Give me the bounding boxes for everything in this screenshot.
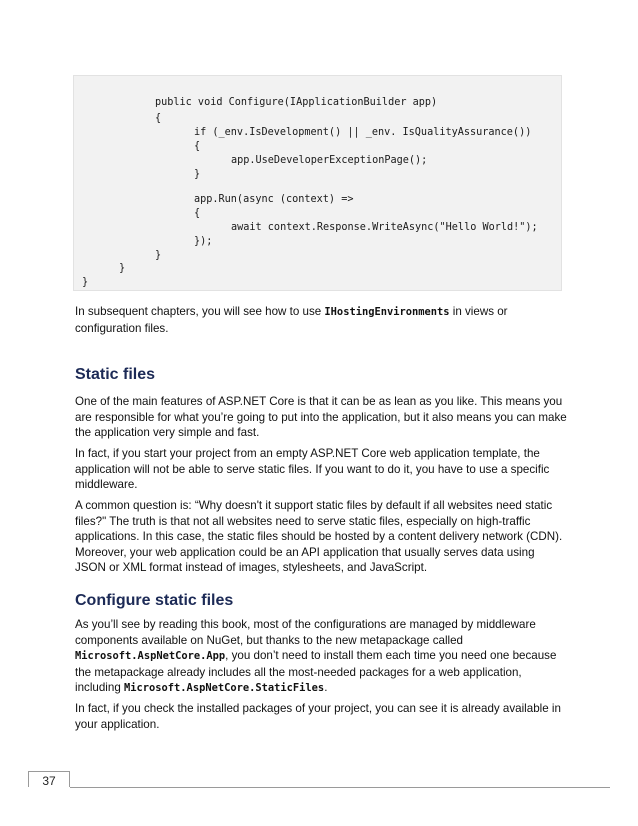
- inline-code: IHostingEnvironments: [324, 306, 450, 318]
- section-heading: Configure static files: [75, 592, 234, 609]
- code-line: }: [119, 263, 126, 274]
- paragraph-text: As you’ll see by reading this book, most of the configurations are managed by middleware components available on NuGet, but thanks to the new metapackage called: [75, 618, 536, 647]
- page-number: 37: [42, 774, 56, 788]
- paragraph: In fact, if you start your project from an empty ASP.NET Core web application template, the application will not be able to serve static files. If you want to do it, you have to use a specific middleware.: [75, 447, 550, 491]
- inline-code: Microsoft.AspNetCore.App: [75, 650, 226, 662]
- paragraph: In fact, if you check the installed packages of your project, you can see it is already available in your application.: [75, 702, 561, 731]
- code-line: app.Run(async (context) =>: [194, 194, 354, 205]
- code-line: }: [194, 169, 201, 180]
- code-line: await context.Response.WriteAsync("Hello World!");: [231, 222, 538, 233]
- paragraph-text: , you don’t need to install them each time you need one because the metapackage already includes all the most-needed packages for a web application, including: [75, 649, 557, 694]
- intro-text: In subsequent chapters, you will see how to use: [75, 305, 325, 318]
- code-line: {: [155, 113, 162, 124]
- paragraph-text: .: [324, 681, 328, 694]
- intro-text: in views or configuration files.: [75, 305, 508, 335]
- inline-code: Microsoft.AspNetCore.StaticFiles: [124, 682, 325, 694]
- code-line: if (_env.IsDevelopment() || _env. IsQualityAssurance()): [194, 127, 532, 138]
- code-line: });: [194, 236, 213, 247]
- section-heading: Static files: [75, 366, 156, 383]
- code-line: {: [194, 141, 201, 152]
- code-line: }: [82, 277, 89, 288]
- code-line: public void Configure(IApplicationBuilder app): [155, 97, 438, 108]
- paragraph: One of the main features of ASP.NET Core is that it can be as lean as you like. This means you are responsible for what you’re going to put into the application, but it also means you can make the application very simple and fast.: [75, 395, 567, 439]
- code-line: {: [194, 208, 201, 219]
- code-line: app.UseDeveloperExceptionPage();: [231, 155, 428, 166]
- intro-paragraph: [75, 304, 567, 336]
- paragraph: [75, 617, 567, 697]
- paragraph: A common question is: “Why doesn't it support static files by default if all websites need static files?" The truth is that not all websites need to serve static files, especially on high-traffic applications. In this case, the static files should be hosted by a content delivery network (CDN). Moreover, your web application could be an API application that usually serves data using JSON or XML format instead of images, stylesheets, and JavaScript.: [75, 499, 563, 574]
- code-line: }: [155, 250, 162, 261]
- footer-rule: [70, 787, 610, 788]
- code-block: [73, 75, 562, 291]
